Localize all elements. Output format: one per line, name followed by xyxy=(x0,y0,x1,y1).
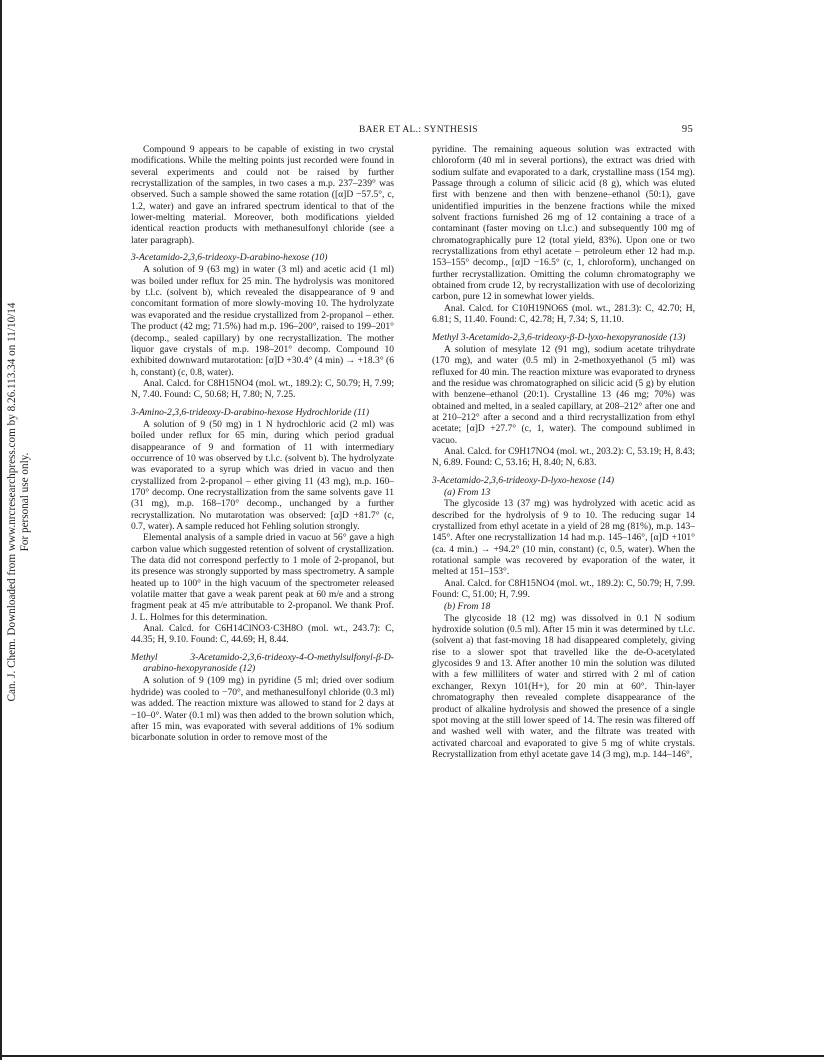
paragraph-compound-10-anal: Anal. Calcd. for C8H15NO4 (mol. wt., 189.2): C, 50.79; H, 7.99; N, 7.40. Found: C, 50.68; H, 7.80; N, 7.25. xyxy=(131,377,394,401)
heading-compound-11: 3-Amino-2,3,6-trideoxy-D-arabino-hexose Hydrochloride (11) xyxy=(131,406,370,418)
heading-compound-10: 3-Acetamido-2,3,6-trideoxy-D-arabino-hexose (10) xyxy=(131,252,328,264)
subheading-from-13: (a) From 13 xyxy=(444,486,491,498)
paragraph-compound-11-anal: Anal. Calcd. for C6H14ClNO3·C3H8O (mol. wt., 243.7): C, 44.35; H, 9.10. Found: C, 44.69; H, 8.44. xyxy=(131,623,394,646)
paragraph-compound-11-analysis-notes: Elemental analysis of a sample dried in vacuo at 56° gave a high carbon value which suggested retention of solvent of crystallization. The data did not correspond perfectly to 1 mole of 2-propanol, but its presence was strongly supported by mass spectrometry. A sample heated up to 100° in the high vacuum of the spectrometer released volatile matter that gave a weak parent peak at 60 m/e and a strong fragment peak at 45 m/e attributable to 2-propanol. We thank Prof. J. L. Holmes for this determination. xyxy=(131,532,394,623)
paragraph-compound-12-anal: Anal. Calcd. for C10H19NO6S (mol. wt., 281.3): C, 42.70; H, 6.81; S, 11.40. Found: C, 42.78; H, 7.34; S, 11.10. xyxy=(432,302,695,326)
heading-compound-13: Methyl 3-Acetamido-2,3,6-trideoxy-β-D-lyxo-hexopyranoside (13) xyxy=(432,331,686,343)
page-number: 95 xyxy=(681,124,693,135)
download-watermark xyxy=(6,182,46,822)
paragraph-compound-12-continued: pyridine. The remaining aqueous solution was extracted with chloroform (40 ml in several portions), the extract was dried with sodium sulfate and evaporated to a dark, crystalline mass (154 mg). Passage through a column of silicic acid (8 g), which was eluted first with benzene and then with benzene–ethanol (50:1), gave unidentified impurities in the benzene fractions while the mixed solvent fractions furnished 26 mg of 12 containing a trace of a contaminant (faster moving on t.l.c.) and subsequently 100 mg of chromatographically pure 12 (total yield, 83%). Upon one or two recrystallizations from ethyl acetate – petroleum ether 12 had m.p. 153–155° decomp., [α]D −16.5° (c, 1, chloroform), unchanged on further recrystallization. Omitting the column chromatography we obtained from crude 12, by recrystallization with use of decolorizing carbon, pure 12 in somewhat lower yields. xyxy=(432,144,695,303)
subheading-from-18: (b) From 18 xyxy=(444,601,491,613)
running-header xyxy=(131,125,693,139)
paragraph-compound-14-from-13: The glycoside 13 (37 mg) was hydrolyzed with acetic acid as described for the hydrolysis of 9 to 10. The reducing sugar 14 crystallized from ethyl acetate in a yield of 28 mg (81%), m.p. 143–145°. After one recrystallization 14 had m.p. 145–146°, [α]D +101° (ca. 4 min.) → +94.2° (10 min, constant) (c, 0.5, water). When the rotational sample was recovered by evaporation of the water, it melted at 151–153°. xyxy=(432,498,695,578)
heading-compound-14: 3-Acetamido-2,3,6-trideoxy-D-lyxo-hexose (14) xyxy=(432,474,615,486)
paragraph-compound-9: Compound 9 appears to be capable of existing in two crystal modifications. While the melting points just recorded were found in several experiments and could not be raised by further recrystallization of the samples, in two cases a m.p. 237–239° was observed. Such a sample showed the same rotation ([α]D −57.5°, c, 1.2, water) and gave an infrared spectrum identical to that of the lower-melting material. Moreover, both modifications yielded identical reaction products with methanesulfonyl chloride (see a later paragraph). xyxy=(131,144,394,246)
page-bottom-border xyxy=(0,1055,824,1057)
running-title: BAER ET AL.: SYNTHESIS xyxy=(359,125,478,135)
page-left-border xyxy=(0,0,2,1060)
paragraph-compound-10-prep: A solution of 9 (63 mg) in water (3 ml) and acetic acid (1 ml) was boiled under reflux for 25 min. The hydrolysis was monitored by t.l.c. (solvent b), which revealed the disappearance of 9 and concomitant formation of more slowly-moving 10. The hydrolyzate was evaporated and the residue crystallized from 2-propanol – ether. The product (42 mg; 71.5%) had m.p. 196–200°, raised to 199–201° (decomp., sealed capillary) by one recrystallization. The mother liquor gave crystals of m.p. 198–201° decomp. Compound 10 exhibited downward mutarotation: [α]D +30.4° (4 min) → +18.3° (6 h, constant) (c, 0.8, water). xyxy=(131,264,394,378)
paragraph-compound-11-prep: A solution of 9 (50 mg) in 1 N hydrochloric acid (2 ml) was boiled under reflux for 65 min, during which period gradual disappearance of 9 and formation of 11 with intermediary occurrence of 10 was observed by t.l.c. (solvent b). The hydrolyzate was evaporated to a syrup which was dried in vacuo and then crystallized from 2-propanol – ether giving 11 (43 mg), m.p. 160–170° decomp. One recrystallization from the same solvents gave 11 (31 mg), m.p. 168–170° decomp., unchanged by a further recrystallization. No mutarotation was observed: [α]D +81.7° (c, 0.7, water). A sample reduced hot Fehling solution strongly. xyxy=(131,418,394,532)
paragraph-compound-14-from-18: The glycoside 18 (12 mg) was dissolved in 0.1 N sodium hydroxide solution (0.5 ml). After 15 min it was determined by t.l.c. (solvent a) that fast-moving 18 had disappeared completely, giving rise to a slower spot that travelled like the de-O-acetylated glycosides 9 and 13. After another 10 min the solution was diluted with a few milliliters of water and stirred with 2 ml of cation exchanger, Rexyn 101(H+), for 20 min at 60°. Thin-layer chromatography then revealed complete disappearance of the product of alkaline hydrolysis and showed the presence of a single spot moving at the still lower speed of 14. The resin was filtered off and washed well with water, and the filtrate was treated with activated charcoal and evaporated to give 5 mg of white crystals. Recrystallization from ethyl acetate gave 14 (3 mg), m.p. 144–146°, xyxy=(432,612,695,760)
paragraph-compound-14-anal: Anal. Calcd. for C8H15NO4 (mol. wt., 189.2): C, 50.79; H, 7.99. Found: C, 51.00; H, 7.99. xyxy=(432,577,695,601)
paragraph-compound-13-prep: A solution of mesylate 12 (91 mg), sodium acetate trihydrate (170 mg), and water (0.5 ml) in 2-methoxyethanol (5 ml) was refluxed for 40 min. The reaction mixture was evaporated to dryness and the residue was chromatographed on silicic acid (5 g) by elution with benzene–ethanol (20:1). Crystalline 13 (46 mg; 70%) was obtained and melted, in a sealed capillary, at 208–212° after one and at 210–212° after a second and a third recrystallization from ethyl acetate; [α]D +27.7° (c, 1, water). The compound sublimed in vacuo. xyxy=(432,343,695,446)
watermark-line-1: Can. J. Chem. Downloaded from www.nrcresearchpress.com by 8.26.113.34 on 11/10/14 xyxy=(6,302,18,702)
paragraph-compound-13-anal: Anal. Calcd. for C9H17NO4 (mol. wt., 203.2): C, 53.19; H, 8.43; N, 6.89. Found: C, 53.16; H, 8.40; N, 6.83. xyxy=(432,445,695,469)
watermark-line-2: For personal use only. xyxy=(19,452,31,552)
right-column xyxy=(432,144,695,760)
heading-compound-12: Methyl 3-Acetamido-2,3,6-trideoxy-4-O-methylsulfonyl-β-D-arabino-hexopyranoside (12) xyxy=(131,651,394,675)
left-column xyxy=(131,144,394,744)
paragraph-compound-12-prep: A solution of 9 (109 mg) in pyridine (5 ml; dried over sodium hydride) was cooled to −70°, and methanesulfonyl chloride (0.3 ml) was added. The reaction mixture was allowed to stand for 2 days at −10–0°. Water (0.1 ml) was then added to the brown solution which, after 15 min, was evaporated with several additions of 1% sodium bicarbonate solution in order to remove most of the xyxy=(131,675,394,744)
